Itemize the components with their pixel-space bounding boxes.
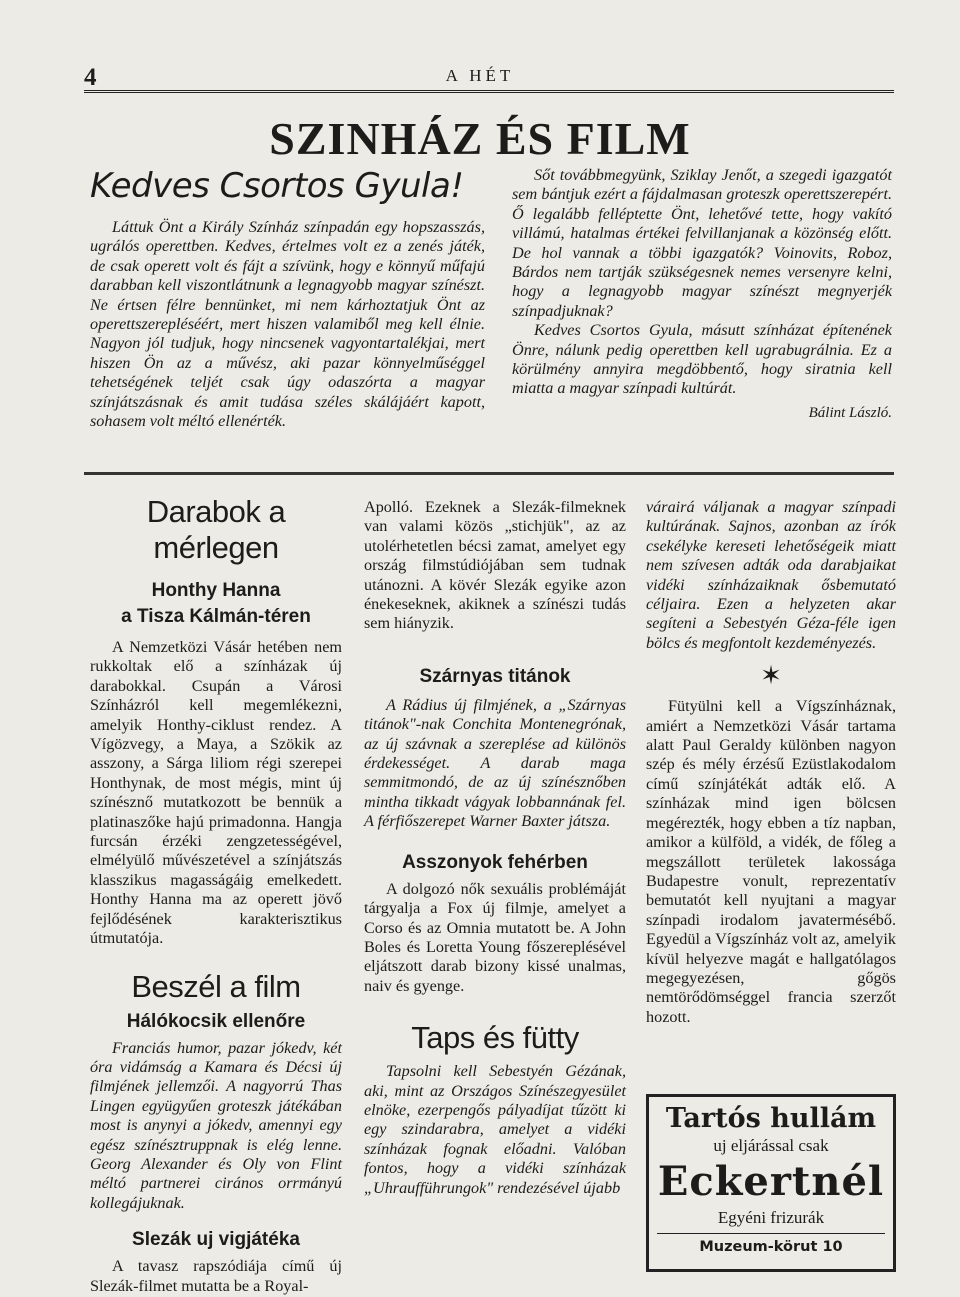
subheading-szarnyas-titanok: Szárnyas titánok — [419, 665, 571, 687]
subheading-slezak: Slezák uj vigjátéka — [132, 1229, 300, 1251]
subheading-tisza-kalman: a Tisza Kálmán-téren — [121, 606, 311, 627]
column-1 — [90, 494, 342, 1296]
advertisement-box — [646, 1094, 896, 1272]
article-szarnyas-titanok-text: A Rádius új filmjének, a „Szárnyas titánok"-nak Conchita Montenegrónak, az új szávnak a szereplése ad különös érdekességet. A darab maga semmitmondó, de az új színésznőben mintha tikkadt vágyak lobbannának fel. A férfiőszerepet Warner Baxter játsza. — [364, 695, 626, 831]
section-heading-beszel-a-film: Beszél a film — [131, 968, 301, 1004]
middle-rule — [84, 472, 894, 475]
letter-right-column — [512, 166, 892, 422]
page-number: 4 — [84, 64, 97, 91]
ad-line-eckertnel: Eckertnél — [657, 1158, 885, 1205]
article-taps-text: Tapsolni kell Sebestyén Gézának, aki, mint az Országos Színészegyesület elnöke, ezerpengős pályadíjat tűzött ki egy szindarabra, amelyet a vidéki színházak fognak előadni. Valóban fontos, hogy a vidéki színházak „Uhraufführungok" rendezésével újabb — [364, 1062, 626, 1197]
ad-line-tartos-hullam: Tartós hullám — [665, 1103, 877, 1134]
ad-line-egyeni-frizurak: Egyéni frizurák — [717, 1208, 825, 1227]
article-taps-continued: várairá váljanak a magyar színpadi kultúrának. Sajnos, azonban az írók csekélyke kereseti lehetőségeik miatt nem szívesen adták oda darabjaikat vidéki színházaiknak ősbemutató céljaira. Ezen a helyzeten akar segíteni a Sebestyén Géza-féle igen bölcs és megfontolt kezdeményezés. — [646, 498, 896, 652]
letter-right-para-1: Sőt továbbmegyünk, Sziklay Jenőt, a szegedi igazgatót sem bántjuk ezért a fájdalmasan groteszk operettszerepért. Ő legalább felléptette Önt, lehetővé tette, hogy vakító villámú, hatalmas értékei felvillanjanak a közönség előtt. De hol vannak a többi igazgatók? Voinovits, Roboz, Bárdos nem tartják szükségesnek nemes versenyre kelni, hogy a legnagyobb magyar színészt megnyerjék színpadjuknak? — [512, 166, 892, 320]
letter-signature: Bálint László. — [808, 404, 892, 421]
column-3 — [646, 498, 896, 1027]
subheading-halokocsik: Hálókocsik ellenőre — [126, 1010, 306, 1032]
section-heading-taps-es-futty: Taps és fütty — [411, 1020, 579, 1056]
ad-line-uj-eljarassal: uj eljárással csak — [713, 1136, 829, 1155]
header-rule — [84, 90, 894, 93]
article-futty-text: Fütyülni kell a Vígszínháznak, amiért a Nemzetközi Vásár tartama alatt Paul Geraldy különben nagyon szép és mély érzésű Ezüstlakodalom című színjátékát adták elő. A színházak mind igen bölcsen megérezték, hogy ebben a tíz napban, amikor a külföld, a vidék, de főleg a megszállott területek lakossága Budapestre vonult, reprezentatív bemutatót kell nyujtani a magyar színpadi irodalom javatermésébő. Egyedül a Vígszínház volt az, amelyik kívül helyezve magát e hallgatólagos megegyezésen, gőgös nemtörődömséggel francia szerzőt hozott. — [646, 697, 896, 1026]
article-slezak-text: A tavasz rapszódiája című új Slezák-filmet mutatta be a Royal- — [90, 1257, 342, 1295]
letter-heading: Kedves Csortos Gyula! — [90, 166, 464, 206]
article-honthy-text: A Nemzetközi Vásár hetében nem rukkoltak elő a színházak új darabokkal. Csupán a Városi Színházról kell megemlékezni, amelyik Honthy-ciklust rendez. A Vígözvegy, a Maya, a Szökik az asszony, a Sárga liliom régi szerepei Honthynak, de most mégis, mint új színésznő mutatkozott be bennük a platinaszőke hajú primadonna. Hangja furcsán érzéki zengzetességével, elmélyülő művészetével a színjátszás klasszikus magasságáig emelkedett. Honthy Hanna ma az operett jövő fejlődésének karakterisztikus útmutatója. — [90, 638, 342, 948]
newspaper-title: A HÉT — [445, 66, 515, 85]
column-2 — [364, 498, 626, 1198]
article-slezak-continued: Apolló. Ezeknek a Slezák-filmeknek van valami közös „stichjük", az az utolérhetetlen bécsi zamat, amelyet egy ország filmstúdiójában sem tudnak utánozni. A kövér Slezák egyike azon énekeseknek, akiknek a színészi tudás sem hiányzik. — [364, 498, 626, 633]
article-halokocsik-text: Franciás humor, pazar jókedv, két óra vidámság a Kamara és Décsi új filmjének jellemzői. A nagyorrú Thas Lingen együgyűen groteszk játékában most is anynyi a jókedv, amennyi egy egész színésztruppnak is elég lenne. Georg Alexander és Oly von Flint méltó partnerei cirános orrmányú kollegájuknak. — [90, 1038, 342, 1212]
letter-right-para-2: Kedves Csortos Gyula, másutt színházat építenének Önre, nálunk pedig operettben kell ugrabugrálnia. Ez a körülmény annyira megdöbbentő, hogy siratnia kell miatta a magyar színpadi kultúrát. — [512, 321, 892, 398]
section-title: SZINHÁZ ÉS FILM — [269, 113, 691, 164]
ad-line-address: Muzeum-körut 10 — [657, 1233, 885, 1258]
article-asszonyok-text: A dolgozó nők sexuális problémáját tárgyalja a Fox új filmje, amelyet a Corso és az Omnia mutatott be. A John Boles és Loretta Young főszereplésével eljátszott darab bizony kissé unalmas, naiv és gyenge. — [364, 879, 626, 995]
star-separator: ✶ — [760, 661, 782, 692]
letter-left-text: Láttuk Önt a Király Színház színpadán egy hopszasszás, ugrálós operettben. Kedves, értelmes volt ez a zenés játék, de csak operett volt és fájt a szívünk, hogy e könnyű műfajú darabban kell viszontlátnunk a legnagyobb magyar színészt. Ne értsen félre bennünket, mi nem kárhoztatjuk Önt az operettszerepléséért, mert hiszen valamiből meg kell élnie. Nagyon jól tudjuk, hogy nincsenek vagyontartalékjai, mert hiszen Ön az a művész, aki pazar könnyelműséggel tehetségének teljét csak úgy odaszórta a magyar színjátszásnak és amit tudása széles skálájáért kapott, sohasem volt méltó ellenérték. — [90, 218, 485, 431]
subheading-asszonyok-feherben: Asszonyok fehérben — [402, 851, 588, 873]
subheading-honthy: Honthy Hanna — [151, 580, 281, 601]
section-heading-darabok: Darabok a mérlegen — [146, 494, 286, 565]
